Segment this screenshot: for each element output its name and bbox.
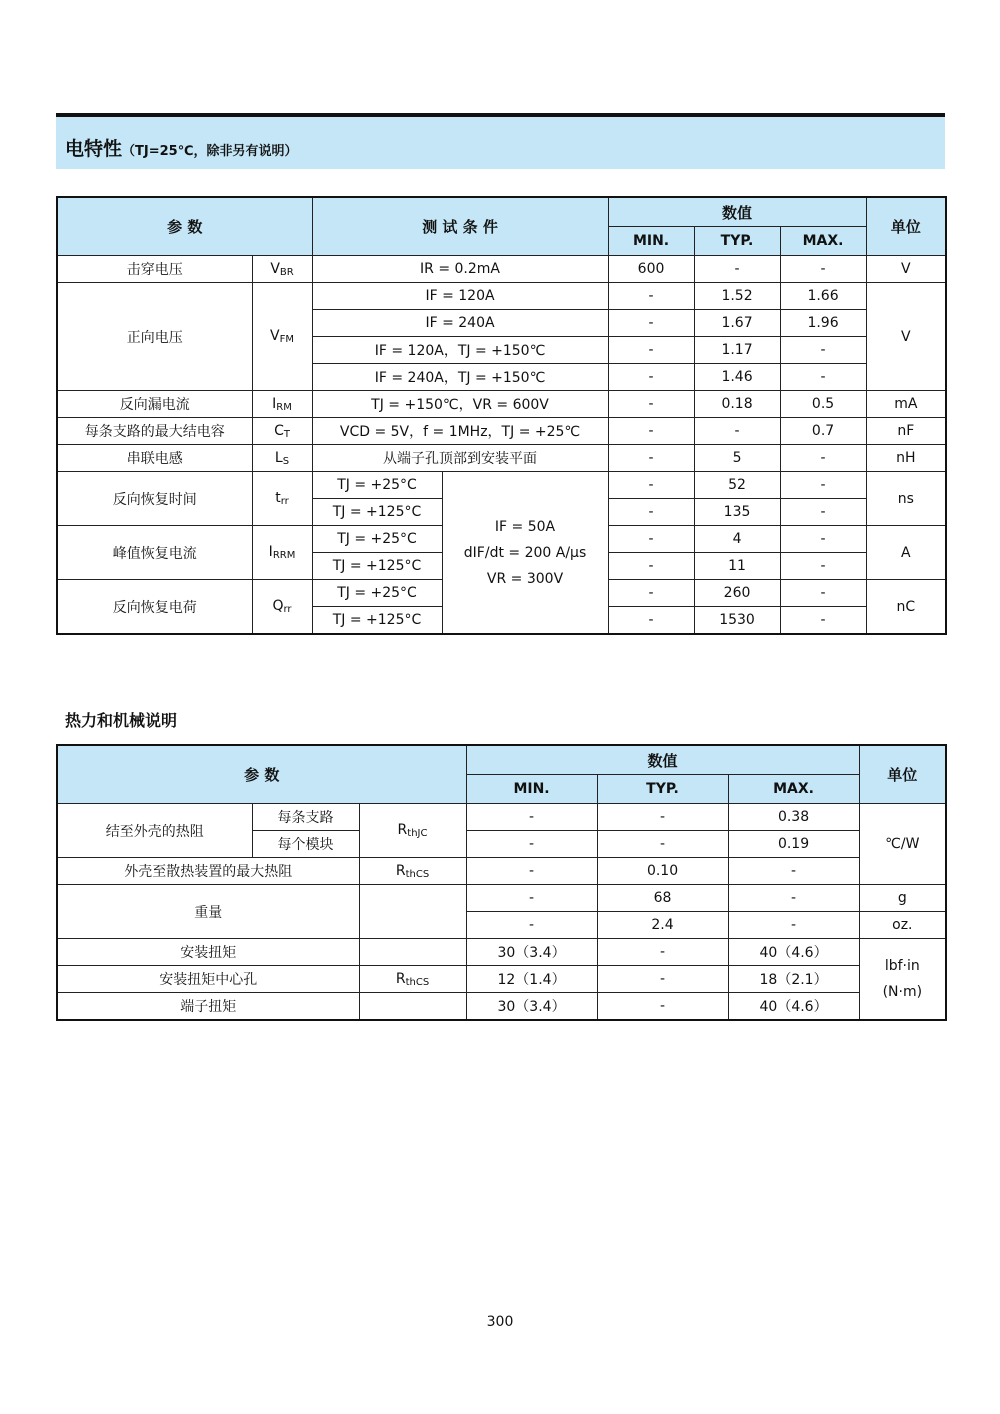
header-min: MIN. [608,227,694,256]
param-name: 结至外壳的热阻 [57,804,252,858]
value-min: - [466,885,597,912]
value-max: 1.96 [780,310,866,337]
value-typ: 2.4 [597,912,728,939]
header-conditions: 测 试 条 件 [312,197,608,256]
value-min: - [608,499,694,526]
value-min: - [608,391,694,418]
page-number: 300 [486,1314,514,1330]
table-row [57,418,946,445]
section-title-sub: （TJ=25℃，除非另有说明） [122,144,298,159]
value-typ: - [597,993,728,1021]
value-typ: 4 [694,526,780,553]
param-name: 重量 [57,885,359,939]
param-symbol [359,993,466,1021]
header-param: 参 数 [57,745,466,804]
table-row [57,966,946,993]
unit: mA [866,391,946,418]
table-row [57,472,946,499]
param-name: 峰值恢复电流 [57,526,252,580]
value-typ: - [597,804,728,831]
shared-cond-if: IF = 50A [494,518,556,535]
value-min: - [608,580,694,607]
temp-condition: TJ = +125°C [312,607,442,635]
table-row [57,885,946,912]
param-name: 击穿电压 [57,256,252,283]
torque-unit-line1: lbf·in [884,958,920,974]
value-typ: 1.67 [694,310,780,337]
value-typ: 1.17 [694,337,780,364]
value-min: - [466,858,597,885]
unit: ns [866,472,946,526]
unit: nC [866,580,946,635]
test-condition: IF = 120A [312,283,608,310]
test-condition: IF = 240A [312,310,608,337]
value-min: - [608,364,694,391]
section-title-thermal: 热力和机械说明 [65,711,178,730]
value-typ: - [597,966,728,993]
header-param: 参 数 [57,197,312,256]
value-min: - [608,418,694,445]
shared-cond-didt: dIF/dt = 200 A/μs [463,544,587,561]
temp-condition: TJ = +125°C [312,499,442,526]
unit [859,939,946,1021]
param-symbol: $I_{RRM}$ [252,526,312,580]
value-max: - [728,885,859,912]
value-typ: 0.10 [597,858,728,885]
value-min: - [608,337,694,364]
header-typ: TYP. [597,775,728,804]
value-min: 30（3.4） [466,939,597,966]
table-row [57,391,946,418]
test-condition: VCD = 5V，f = 1MHz，TJ = +25℃ [312,418,608,445]
torque-unit-line2: (N·m) [882,984,923,1000]
header-min: MIN. [466,775,597,804]
unit: oz. [859,912,946,939]
header-max: MAX. [780,227,866,256]
value-min: - [608,526,694,553]
value-min: - [608,445,694,472]
test-condition: IF = 240A，TJ = +150℃ [312,364,608,391]
value-max: 0.7 [780,418,866,445]
param-name: 安装扭矩中心孔 [57,966,359,993]
value-typ: 52 [694,472,780,499]
value-min: - [608,607,694,635]
param-symbol: $I_{RM}$ [252,391,312,418]
value-min: 12（1.4） [466,966,597,993]
value-max: - [780,364,866,391]
temp-condition: TJ = +25°C [312,472,442,499]
value-typ: 1.46 [694,364,780,391]
unit: V [866,283,946,391]
value-typ: 11 [694,553,780,580]
value-typ: 135 [694,499,780,526]
value-typ: 0.18 [694,391,780,418]
temp-condition: TJ = +25°C [312,580,442,607]
value-max: 0.38 [728,804,859,831]
value-max: 40（4.6） [728,993,859,1021]
value-max: 0.19 [728,831,859,858]
value-typ: 260 [694,580,780,607]
value-min: - [608,310,694,337]
unit: A [866,526,946,580]
param-name: 正向电压 [57,283,252,391]
value-min: - [608,283,694,310]
value-min: - [466,804,597,831]
param-symbol [359,885,466,939]
section-title-main: 电特性 [65,138,123,160]
param-name: 反向漏电流 [57,391,252,418]
param-name: 端子扭矩 [57,993,359,1021]
value-max: - [728,858,859,885]
param-name: 外壳至散热装置的最大热阻 [57,858,359,885]
param-symbol [359,939,466,966]
value-typ: 1530 [694,607,780,635]
header-typ: TYP. [694,227,780,256]
value-max: - [780,472,866,499]
unit: nF [866,418,946,445]
param-symbol: $V_{BR}$ [252,256,312,283]
value-max: 1.66 [780,283,866,310]
value-typ: - [597,939,728,966]
shared-cond-vr: VR = 300V [486,570,564,587]
param-symbol: $Q_{rr}$ [252,580,312,635]
value-min: - [608,553,694,580]
param-name: 安装扭矩 [57,939,359,966]
value-max: - [780,580,866,607]
value-min: - [466,831,597,858]
table-row [57,939,946,966]
shared-test-condition [442,472,608,635]
unit: nH [866,445,946,472]
param-symbol: $V_{FM}$ [252,283,312,391]
value-max: 18（2.1） [728,966,859,993]
unit: g [859,885,946,912]
temp-condition: TJ = +125°C [312,553,442,580]
value-max: 0.5 [780,391,866,418]
param-subname: 每个模块 [252,831,359,858]
header-max: MAX. [728,775,859,804]
param-symbol: $R_{thCS}$ [359,858,466,885]
table-row [57,993,946,1021]
electrical-characteristics-table [56,196,947,635]
value-min: - [608,472,694,499]
header-values: 数值 [608,197,866,227]
value-min: 30（3.4） [466,993,597,1021]
value-typ: - [694,256,780,283]
param-symbol: $t_{rr}$ [252,472,312,526]
value-max: 40（4.6） [728,939,859,966]
value-max: - [780,607,866,635]
value-max: - [780,553,866,580]
thermal-mechanical-table [56,744,947,1021]
value-min: 600 [608,256,694,283]
value-typ: 68 [597,885,728,912]
value-max: - [728,912,859,939]
table-row [57,283,946,310]
param-symbol: $C_T$ [252,418,312,445]
table-row [57,858,946,885]
value-max: - [780,337,866,364]
param-symbol: $L_S$ [252,445,312,472]
table-row [57,256,946,283]
param-symbol: $R_{thCS}$ [359,966,466,993]
unit: V [866,256,946,283]
section-title-electrical [65,134,297,161]
param-name: 反向恢复电荷 [57,580,252,635]
param-name: 每条支路的最大结电容 [57,418,252,445]
value-max: - [780,445,866,472]
value-typ: 5 [694,445,780,472]
header-values: 数值 [466,745,859,775]
test-condition: IR = 0.2mA [312,256,608,283]
table-row [57,804,946,831]
test-condition: TJ = +150℃，VR = 600V [312,391,608,418]
value-max: - [780,256,866,283]
param-symbol: $R_{thJC}$ [359,804,466,858]
header-unit: 单位 [866,197,946,256]
value-max: - [780,499,866,526]
value-typ: 1.52 [694,283,780,310]
test-condition: 从端子孔顶部到安装平面 [312,445,608,472]
param-subname: 每条支路 [252,804,359,831]
section-header-electrical [56,113,945,169]
param-name: 串联电感 [57,445,252,472]
value-max: - [780,526,866,553]
test-condition: IF = 120A，TJ = +150℃ [312,337,608,364]
unit: ℃/W [859,804,946,885]
value-typ: - [597,831,728,858]
table-row [57,445,946,472]
temp-condition: TJ = +25°C [312,526,442,553]
value-typ: - [694,418,780,445]
param-name: 反向恢复时间 [57,472,252,526]
value-min: - [466,912,597,939]
header-unit: 单位 [859,745,946,804]
